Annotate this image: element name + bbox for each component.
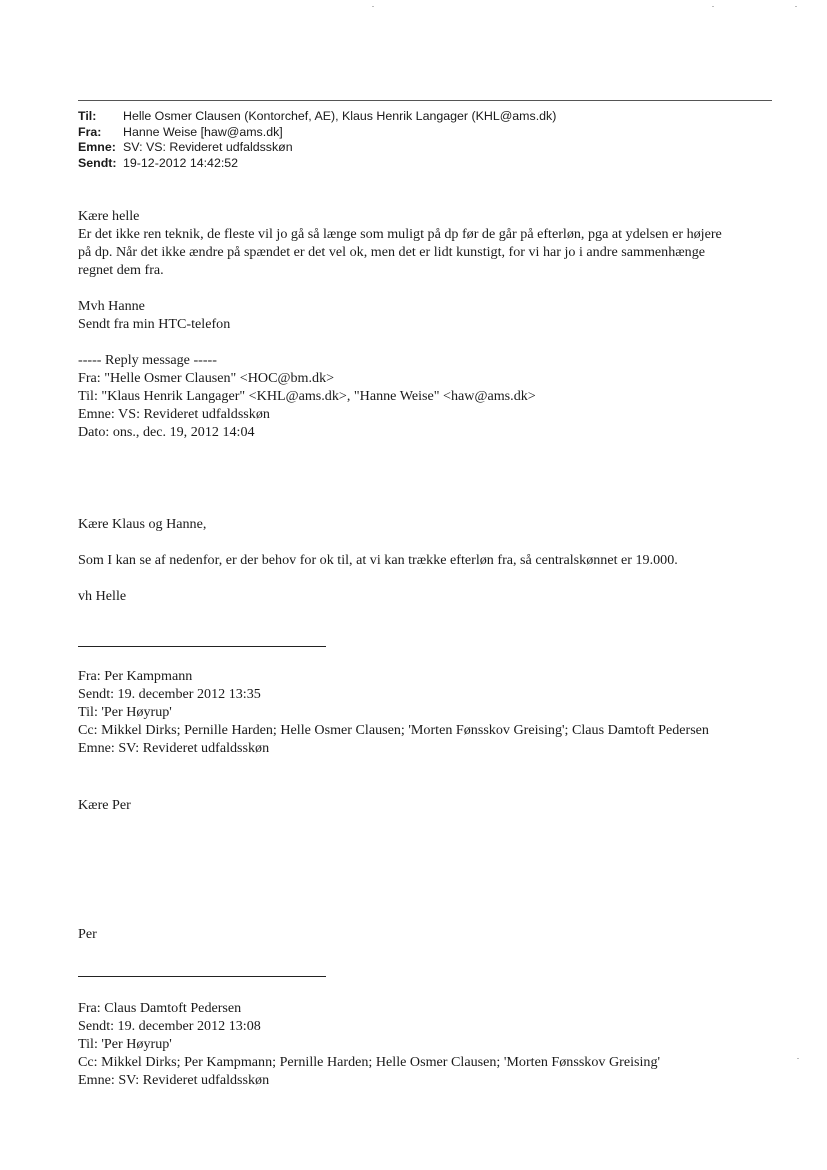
- quoted-to: Til: "Klaus Henrik Langager" <KHL@ams.dk>, "Hanne Weise" <haw@ams.dk>: [78, 388, 536, 404]
- quoted-subject: Emne: VS: Revideret udfaldsskøn: [78, 406, 270, 422]
- message-signoff: vh Helle: [78, 588, 127, 604]
- quoted-cc: Cc: Mikkel Dirks; Pernille Harden; Helle Osmer Clausen; 'Morten Fønsskov Greising'; Claus Damtoft Pedersen: [78, 722, 709, 738]
- quote-divider: [78, 646, 326, 647]
- reply-paragraph-line: på dp. Når det ikke ændre på spændet er det vel ok, men det er lidt kunstigt, for vi har jo i andre sammenhænge: [78, 244, 706, 260]
- message-greeting: Kære Per: [78, 797, 131, 813]
- quoted-from: Fra: Per Kampmann: [78, 668, 193, 684]
- quoted-header-claus-pedersen: [78, 999, 758, 1089]
- header-subject-value: SV: VS: Revideret udfaldsskøn: [123, 140, 293, 155]
- header-sent-value: 19-12-2012 14:42:52: [123, 155, 239, 170]
- reply-device-signature: Sendt fra min HTC-telefon: [78, 316, 231, 332]
- header-subject-row: [78, 140, 556, 156]
- header-sent-row: [78, 156, 556, 172]
- reply-paragraph-line: Er det ikke ren teknik, de fleste vil jo gå så længe som muligt på dp før de går på efterløn, pga at ydelsen er højere: [78, 226, 722, 242]
- message-signoff: Per: [78, 926, 97, 942]
- quoted-from: Fra: "Helle Osmer Clausen" <HOC@bm.dk>: [78, 370, 335, 386]
- header-top-rule: [78, 100, 772, 101]
- spacer: [78, 569, 758, 587]
- quoted-separator: ----- Reply message -----: [78, 352, 217, 368]
- quoted-header-per-kampmann: [78, 667, 758, 757]
- message-per-signoff: [78, 925, 758, 943]
- reply-signoff: Mvh Hanne: [78, 298, 145, 314]
- header-to-row: [78, 109, 556, 125]
- reply-message: [78, 207, 758, 441]
- header-from-label: Fra:: [78, 124, 102, 139]
- header-from-row: [78, 125, 556, 141]
- header-sent-label: Sendt:: [78, 155, 117, 170]
- header-to-value: Helle Osmer Clausen (Kontorchef, AE), Klaus Henrik Langager (KHL@ams.dk): [123, 109, 557, 123]
- quoted-cc: Cc: Mikkel Dirks; Per Kampmann; Pernille Harden; Helle Osmer Clausen; 'Morten Fønsskov Greising': [78, 1054, 661, 1070]
- quote-divider: [78, 976, 326, 977]
- quoted-sent: Sendt: 19. december 2012 13:35: [78, 686, 261, 702]
- quoted-to: Til: 'Per Høyrup': [78, 1036, 172, 1052]
- reply-paragraph-line: regnet dem fra.: [78, 262, 164, 278]
- quoted-subject: Emne: SV: Revideret udfaldsskøn: [78, 1072, 270, 1088]
- message-greeting: Kære Klaus og Hanne,: [78, 516, 207, 532]
- header-to-label: Til:: [78, 109, 97, 123]
- scan-speck: [372, 6, 374, 7]
- spacer: [78, 279, 758, 297]
- email-header: [78, 109, 556, 171]
- scan-speck: [795, 6, 797, 7]
- quoted-subject: Emne: SV: Revideret udfaldsskøn: [78, 740, 270, 756]
- quoted-date: Dato: ons., dec. 19, 2012 14:04: [78, 424, 255, 440]
- quoted-from: Fra: Claus Damtoft Pedersen: [78, 1000, 242, 1016]
- message-helle: [78, 515, 758, 605]
- header-from-value: Hanne Weise [haw@ams.dk]: [123, 124, 283, 139]
- spacer: [78, 333, 758, 351]
- quoted-sent: Sendt: 19. december 2012 13:08: [78, 1018, 261, 1034]
- reply-greeting: Kære helle: [78, 208, 140, 224]
- scan-speck: [712, 6, 714, 7]
- message-per-greeting: [78, 796, 758, 814]
- message-body: Som I kan se af nedenfor, er der behov for ok til, at vi kan trække efterløn fra, så centralskønnet er 19.000.: [78, 552, 678, 568]
- header-subject-label: Emne:: [78, 140, 116, 155]
- scan-speck: [797, 1058, 799, 1059]
- quoted-to: Til: 'Per Høyrup': [78, 704, 172, 720]
- spacer: [78, 533, 758, 551]
